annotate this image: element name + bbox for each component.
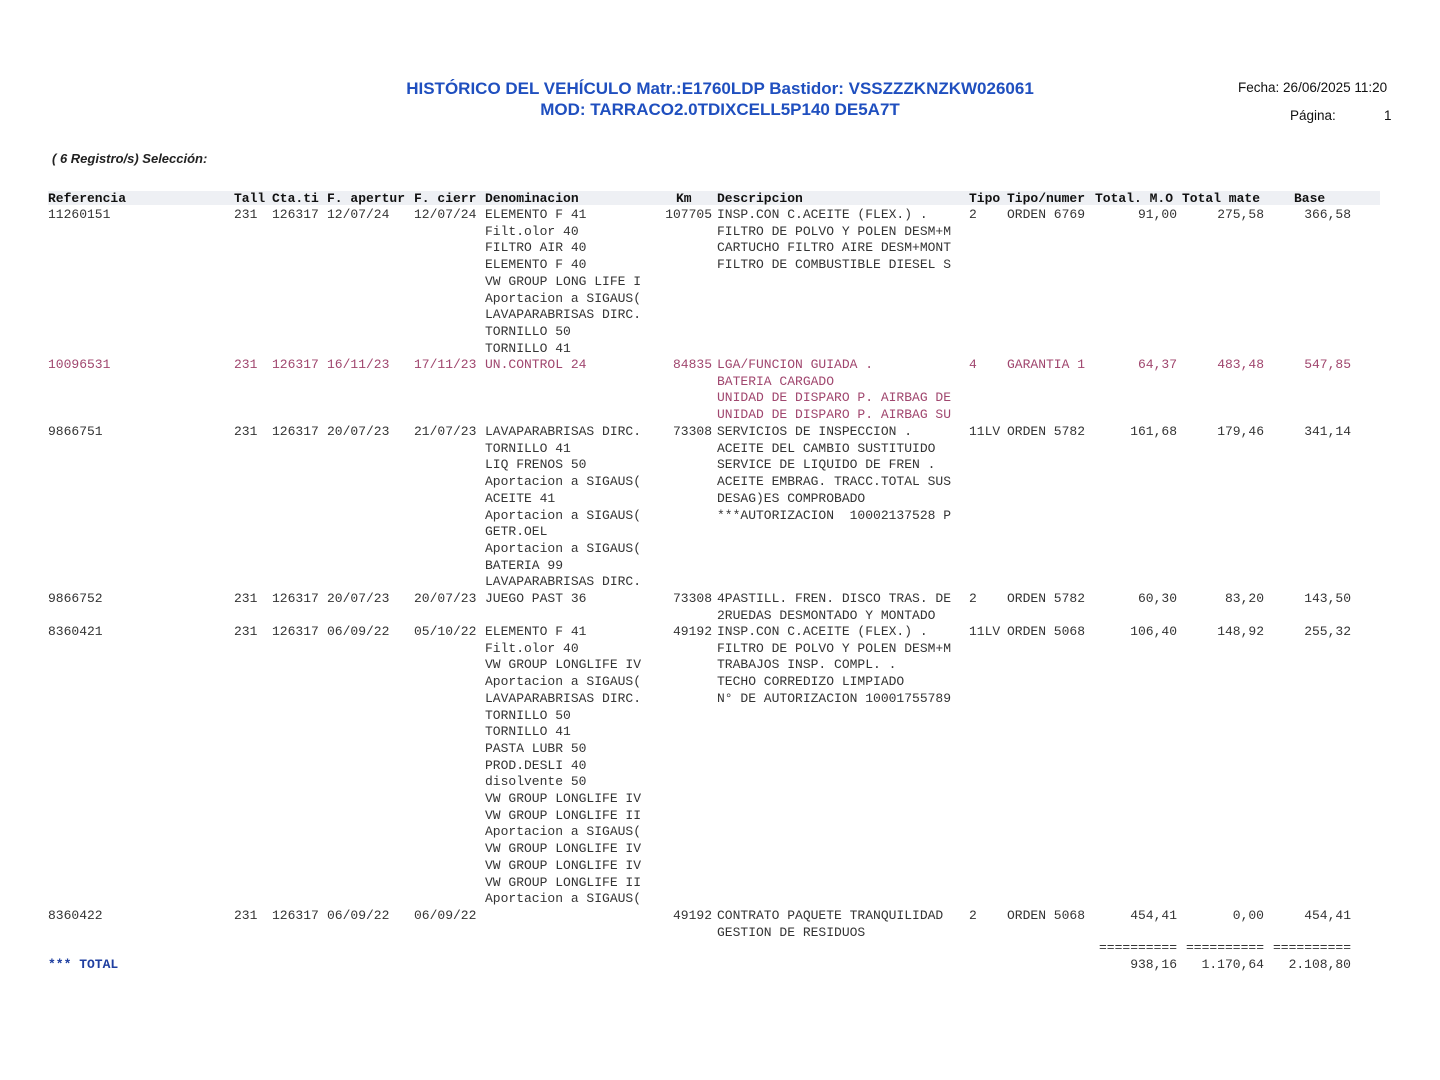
record-denominacion-line: TORNILLO 41 (485, 340, 571, 356)
record-denominacion-line: LIQ FRENOS 50 (485, 457, 587, 473)
record-cta: 126317 (272, 357, 319, 372)
record-cierre: 20/07/23 (414, 591, 477, 606)
report-model: MOD: TARRACO2.0TDIXCELL5P140 DE5A7T (540, 100, 900, 119)
record-descripcion-line: FILTRO DE POLVO Y POLEN DESM+M (717, 223, 952, 239)
total-label: *** TOTAL (48, 957, 119, 972)
record-tipo: 4 (969, 357, 977, 372)
record-tall: 231 (234, 424, 258, 439)
record-base: 454,41 (1304, 908, 1351, 923)
record-cta: 126317 (272, 424, 319, 439)
record-cierre: 21/07/23 (414, 424, 477, 439)
record-total-mate: 275,58 (1217, 207, 1264, 222)
col-km: Km (676, 191, 692, 206)
col-cierre: F. cierr (414, 191, 477, 206)
record-descripcion-line: SERVICIOS DE INSPECCION . (717, 424, 913, 439)
col-cta: Cta.ti (272, 191, 319, 206)
record-denominacion-line: disolvente 50 (485, 774, 587, 790)
record-tipo-numero: ORDEN 5068 (1007, 624, 1086, 639)
record-tipo: 2 (969, 591, 977, 606)
fecha (1238, 80, 1387, 95)
record-cta: 126317 (272, 207, 319, 222)
record-denominacion-line: GETR.OEL (485, 524, 548, 540)
record-tall: 231 (234, 624, 258, 639)
record-denominacion-line: VW GROUP LONG LIFE I (485, 273, 642, 289)
record-denominacion-line: JUEGO PAST 36 (485, 591, 587, 606)
record-base: 341,14 (1304, 424, 1351, 439)
record-denominacion-line: VW GROUP LONGLIFE IV (485, 791, 642, 806)
record-total-mate: 83,20 (1224, 591, 1264, 606)
col-denominacion: Denominacion (485, 191, 579, 206)
record-denominacion-line: Aportacion a SIGAUS( (485, 674, 642, 690)
record-total-mo: 106,40 (1130, 624, 1177, 639)
record-cierre: 06/09/22 (414, 908, 477, 923)
record-denominacion-line: TORNILLO 41 (485, 440, 571, 456)
col-tipo-numero: Tipo/numer (1007, 191, 1086, 206)
record-descripcion-line: CONTRATO PAQUETE TRANQUILIDAD (717, 908, 944, 923)
record-descripcion-line: DESAG)ES COMPROBADO (717, 490, 866, 506)
record-total-mate: 483,48 (1217, 357, 1264, 372)
record-km: 73308 (672, 591, 712, 606)
record-denominacion-line: LAVAPARABRISAS DIRC. (485, 424, 642, 439)
record-denominacion-line: UN.CONTROL 24 (485, 357, 587, 372)
col-descripcion: Descripcion (717, 191, 803, 206)
total-mate: 1.170,64 (1201, 957, 1264, 972)
record-descripcion-line: INSP.CON C.ACEITE (FLEX.) . (717, 207, 928, 222)
record-cta: 126317 (272, 908, 319, 923)
record-denominacion-line: TORNILLO 50 (485, 707, 571, 723)
col-total-mo: Total. M.O (1095, 191, 1174, 206)
record-total-mo: 60,30 (1137, 591, 1177, 606)
record-total-mo: 91,00 (1137, 207, 1177, 222)
record-denominacion-line: Aportacion a SIGAUS( (485, 507, 642, 523)
fecha-value: 26/06/2025 11:20 (1283, 80, 1388, 95)
record-descripcion-line: ACEITE DEL CAMBIO SUSTITUIDO (717, 440, 936, 456)
col-referencia: Referencia (48, 191, 127, 206)
record-denominacion-line: VW GROUP LONGLIFE IV (485, 857, 642, 873)
record-cta: 126317 (272, 591, 319, 606)
record-denominacion-line: Aportacion a SIGAUS( (485, 290, 642, 306)
record-total-mo: 64,37 (1137, 357, 1177, 372)
record-cierre: 05/10/22 (414, 624, 477, 639)
record-denominacion-line: Aportacion a SIGAUS( (485, 540, 642, 556)
record-base: 366,58 (1304, 207, 1351, 222)
record-cierre: 12/07/24 (414, 207, 477, 222)
record-denominacion-line: ACEITE 41 (485, 490, 556, 506)
record-denominacion-line: ELEMENTO F 41 (485, 624, 587, 639)
total-base: 2.108,80 (1288, 957, 1351, 972)
record-referencia: 8360422 (48, 908, 103, 923)
record-denominacion-line: Filt.olor 40 (485, 223, 579, 239)
col-base: Base (1294, 191, 1326, 206)
record-apertura: 06/09/22 (327, 908, 390, 923)
record-total-mate: 148,92 (1217, 624, 1264, 639)
record-referencia: 8360421 (48, 624, 103, 639)
record-tipo: 2 (969, 207, 977, 222)
record-denominacion-line: BATERIA 99 (485, 557, 564, 573)
total-separator-mo: ========== (1098, 940, 1177, 955)
record-base: 143,50 (1304, 591, 1351, 606)
record-tipo: 2 (969, 908, 977, 923)
record-total-mate: 179,46 (1217, 424, 1264, 439)
record-denominacion-line: LAVAPARABRISAS DIRC. (485, 690, 642, 706)
record-tipo-numero: GARANTIA 1 (1007, 357, 1086, 372)
record-descripcion-line: TECHO CORREDIZO LIMPIADO (717, 674, 905, 690)
record-descripcion-line: GESTION DE RESIDUOS (717, 924, 866, 940)
report-title: HISTÓRICO DEL VEHÍCULO Matr.:E1760LDP Bastidor: VSSZZZKNZKW026061 (406, 79, 1034, 98)
record-cta: 126317 (272, 624, 319, 639)
record-base: 547,85 (1304, 357, 1351, 372)
record-descripcion-line: TRABAJOS INSP. COMPL. . (717, 657, 897, 673)
col-tipo: Tipo (969, 191, 1001, 206)
record-total-mo: 161,68 (1130, 424, 1177, 439)
record-denominacion-line: ELEMENTO F 40 (485, 257, 587, 273)
record-denominacion-line: VW GROUP LONGLIFE II (485, 807, 642, 823)
record-tipo-numero: ORDEN 6769 (1007, 207, 1086, 222)
record-tall: 231 (234, 207, 258, 222)
record-tall: 231 (234, 357, 258, 372)
record-denominacion-line: Aportacion a SIGAUS( (485, 824, 642, 840)
pagina-value: 1 (1384, 108, 1392, 123)
record-denominacion-line: TORNILLO 41 (485, 724, 571, 740)
record-apertura: 20/07/23 (327, 424, 390, 439)
record-denominacion-line: FILTRO AIR 40 (485, 240, 587, 256)
record-tipo-numero: ORDEN 5068 (1007, 908, 1086, 923)
col-tall: Tall (234, 191, 266, 206)
record-denominacion-line: ELEMENTO F 41 (485, 207, 587, 222)
record-km: 49192 (672, 624, 712, 639)
record-apertura: 06/09/22 (327, 624, 390, 639)
record-denominacion-line: Aportacion a SIGAUS( (485, 891, 642, 907)
record-denominacion-line: Filt.olor 40 (485, 640, 579, 656)
record-denominacion-line: LAVAPARABRISAS DIRC. (485, 307, 642, 323)
record-descripcion-line: CARTUCHO FILTRO AIRE DESM+MONT (717, 240, 952, 256)
record-denominacion-line: PASTA LUBR 50 (485, 740, 587, 756)
record-descripcion-line: INSP.CON C.ACEITE (FLEX.) . (717, 624, 928, 639)
col-apertura: F. apertur (327, 191, 406, 206)
record-denominacion-line: LAVAPARABRISAS DIRC. (485, 574, 642, 590)
record-descripcion-line: FILTRO DE POLVO Y POLEN DESM+M (717, 640, 952, 656)
record-descripcion-line: UNIDAD DE DISPARO P. AIRBAG SU (717, 407, 952, 423)
record-descripcion-line: ***AUTORIZACION 10002137528 P (717, 507, 952, 523)
record-cierre: 17/11/23 (414, 357, 477, 372)
record-descripcion-line: N° DE AUTORIZACION 10001755789 (717, 690, 952, 706)
record-descripcion-line: UNIDAD DE DISPARO P. AIRBAG DE (717, 390, 952, 406)
selection-count: ( 6 Registro/s) Selección: (52, 151, 208, 166)
record-descripcion-line: 2RUEDAS DESMONTADO Y MONTADO (717, 607, 936, 623)
record-km: 84835 (672, 357, 712, 372)
record-tall: 231 (234, 908, 258, 923)
record-denominacion-line: VW GROUP LONGLIFE IV (485, 657, 642, 673)
record-descripcion-line: LGA/FUNCION GUIADA . (717, 357, 874, 372)
record-referencia: 10096531 (48, 357, 111, 372)
record-tipo: 11LV (969, 624, 1001, 639)
record-tipo-numero: ORDEN 5782 (1007, 591, 1086, 606)
record-apertura: 16/11/23 (327, 357, 390, 372)
record-total-mo: 454,41 (1130, 908, 1177, 923)
record-descripcion-line: BATERIA CARGADO (717, 373, 835, 389)
record-descripcion-line: SERVICE DE LIQUIDO DE FREN . (717, 457, 936, 473)
record-descripcion-line: ACEITE EMBRAG. TRACC.TOTAL SUS (717, 474, 952, 490)
total-separator-mate: ========== (1185, 940, 1264, 955)
record-tall: 231 (234, 591, 258, 606)
record-descripcion-line: FILTRO DE COMBUSTIBLE DIESEL S (717, 257, 952, 273)
record-referencia: 9866751 (48, 424, 103, 439)
record-denominacion-line: VW GROUP LONGLIFE II (485, 874, 642, 890)
record-referencia: 11260151 (48, 207, 111, 222)
record-referencia: 9866752 (48, 591, 103, 606)
record-denominacion-line: PROD.DESLI 40 (485, 757, 587, 773)
record-total-mate: 0,00 (1232, 908, 1264, 923)
fecha-label: Fecha: (1238, 80, 1280, 95)
record-km: 49192 (672, 908, 712, 923)
record-km: 73308 (672, 424, 712, 439)
pagina-label: Página: (1290, 108, 1336, 123)
record-base: 255,32 (1304, 624, 1351, 639)
record-denominacion-line: VW GROUP LONGLIFE IV (485, 841, 642, 857)
col-total-mate: Total mate (1182, 191, 1261, 206)
total-separator-base: ========== (1272, 940, 1351, 955)
record-tipo: 11LV (969, 424, 1001, 439)
record-denominacion-line: Aportacion a SIGAUS( (485, 474, 642, 490)
total-mo: 938,16 (1130, 957, 1177, 972)
record-km: 107705 (665, 207, 712, 222)
record-descripcion-line: 4PASTILL. FREN. DISCO TRAS. DE (717, 591, 952, 606)
record-denominacion-line: TORNILLO 50 (485, 323, 571, 339)
record-apertura: 20/07/23 (327, 591, 390, 606)
record-apertura: 12/07/24 (327, 207, 390, 222)
record-tipo-numero: ORDEN 5782 (1007, 424, 1086, 439)
